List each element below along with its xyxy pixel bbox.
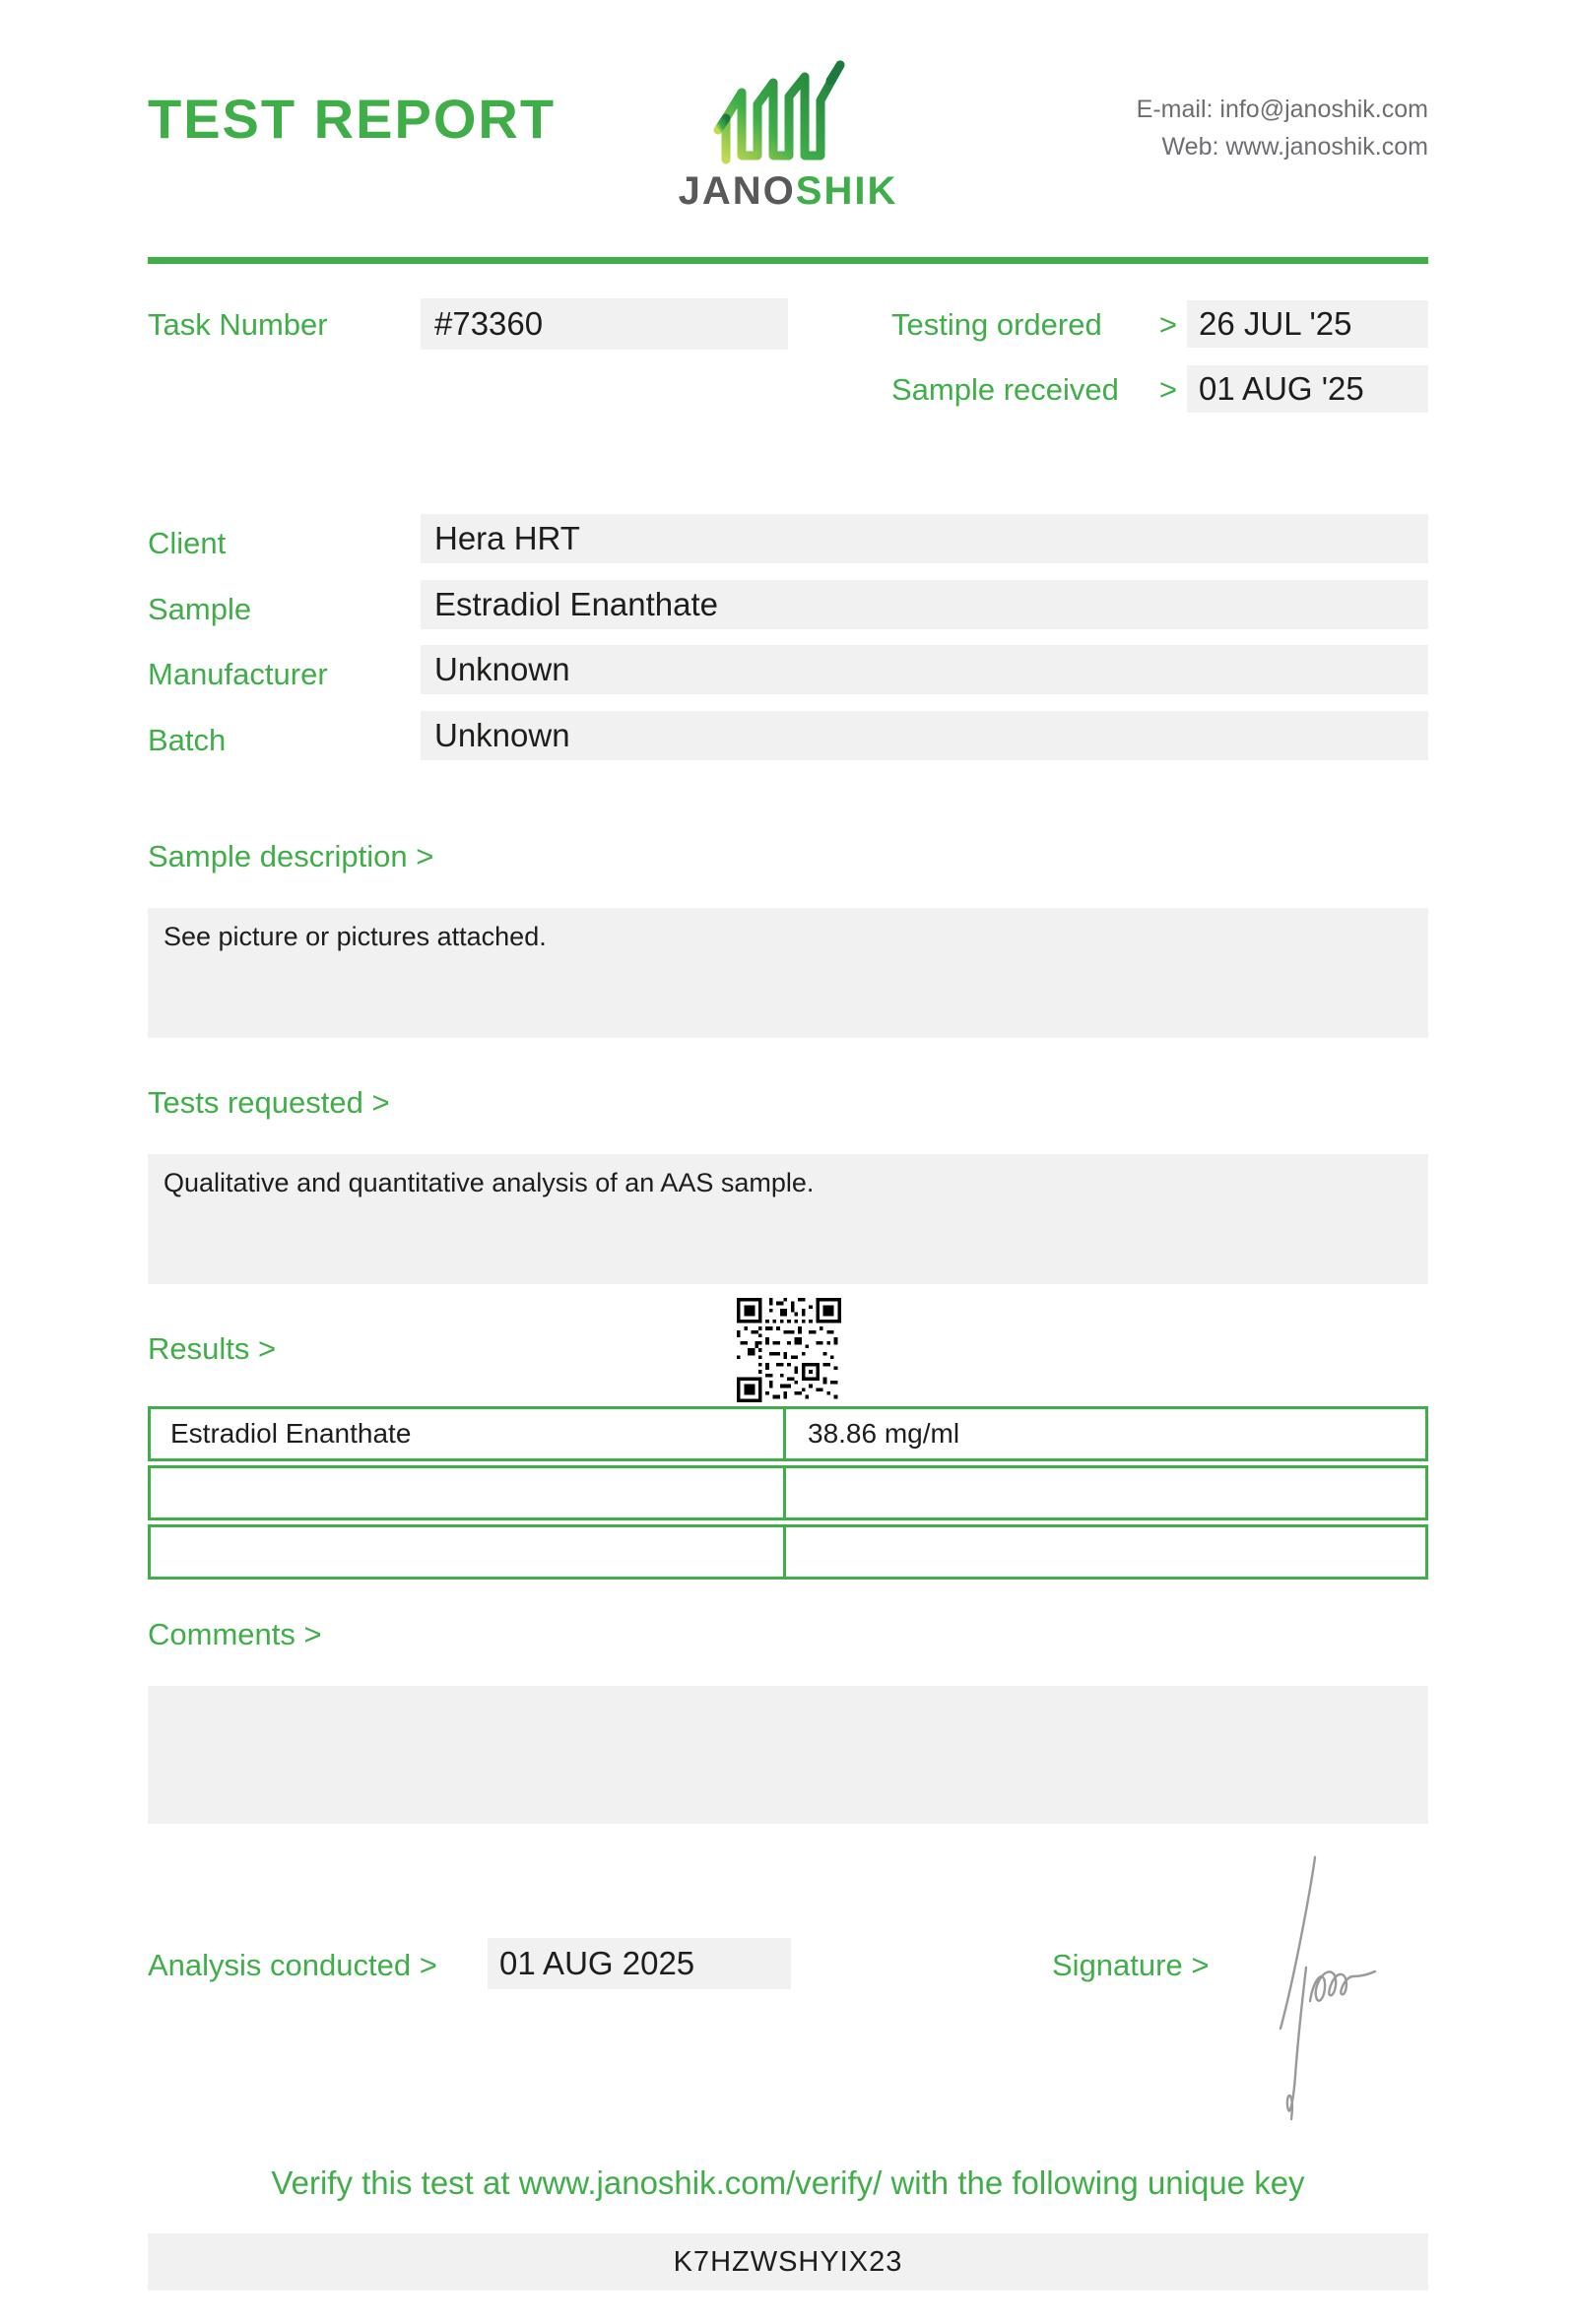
- tests-requested-content: Qualitative and quantitative analysis of an AAS sample.: [148, 1154, 1428, 1284]
- result-value: [786, 1468, 1425, 1517]
- sample-label: Sample: [148, 592, 252, 626]
- analysis-conducted-label: Analysis conducted >: [148, 1948, 437, 1982]
- client-value: Hera HRT: [421, 514, 1428, 563]
- sample-value: Estradiol Enanthate: [421, 580, 1428, 629]
- client-label: Client: [148, 526, 227, 560]
- tests-requested-label: Tests requested >: [148, 1085, 390, 1120]
- table-row: [148, 1465, 1428, 1520]
- arrow-icon: >: [1158, 307, 1177, 342]
- manufacturer-value: Unknown: [421, 645, 1428, 694]
- results-table: [148, 1406, 1428, 1580]
- page-title: TEST REPORT: [148, 88, 557, 150]
- result-analyte: Estradiol Enanthate: [151, 1409, 786, 1458]
- contact-info: [985, 91, 1428, 165]
- task-number-label: Task Number: [148, 307, 328, 342]
- signature-label: Signature >: [1052, 1948, 1210, 1982]
- result-value: 38.86 mg/ml: [808, 1418, 960, 1449]
- header-divider: [148, 257, 1428, 264]
- comments-content: [148, 1686, 1428, 1824]
- batch-label: Batch: [148, 723, 227, 757]
- testing-ordered-value: 26 JUL '25: [1187, 300, 1428, 348]
- table-row: [148, 1524, 1428, 1580]
- sample-received-value: 01 AUG '25: [1187, 365, 1428, 413]
- arrow-icon: >: [1158, 372, 1177, 407]
- analysis-date-value: 01 AUG 2025: [488, 1938, 791, 1989]
- result-analyte: [151, 1468, 786, 1517]
- sample-received-label: Sample received >: [891, 372, 1177, 407]
- sample-description-label: Sample description >: [148, 839, 434, 873]
- janoshik-logo: [660, 57, 916, 214]
- result-value: [786, 1527, 1425, 1577]
- task-number-value: #73360: [421, 298, 788, 350]
- table-row: [148, 1406, 1428, 1461]
- qr-code: [737, 1298, 841, 1402]
- batch-value: Unknown: [421, 711, 1428, 760]
- signature-scribble: [1273, 1851, 1391, 2137]
- sample-description-content: See picture or pictures attached.: [148, 908, 1428, 1038]
- contact-web: Web: www.janoshik.com: [1161, 133, 1428, 161]
- results-label: Results >: [148, 1331, 277, 1366]
- logo-wordmark: [660, 169, 916, 214]
- verify-key: K7HZWSHYIX23: [148, 2233, 1428, 2291]
- logo-shik: SHIK: [795, 169, 898, 213]
- contact-email: E-mail: info@janoshik.com: [1136, 96, 1428, 123]
- manufacturer-label: Manufacturer: [148, 657, 328, 691]
- verify-instruction: Verify this test at www.janoshik.com/verify/ with the following unique key: [271, 2164, 1305, 2201]
- logo-jano: JANO: [678, 169, 796, 213]
- growth-chart-icon: [704, 57, 872, 167]
- comments-label: Comments >: [148, 1617, 322, 1651]
- result-analyte: [151, 1527, 786, 1577]
- testing-ordered-label: Testing ordered >: [891, 307, 1177, 342]
